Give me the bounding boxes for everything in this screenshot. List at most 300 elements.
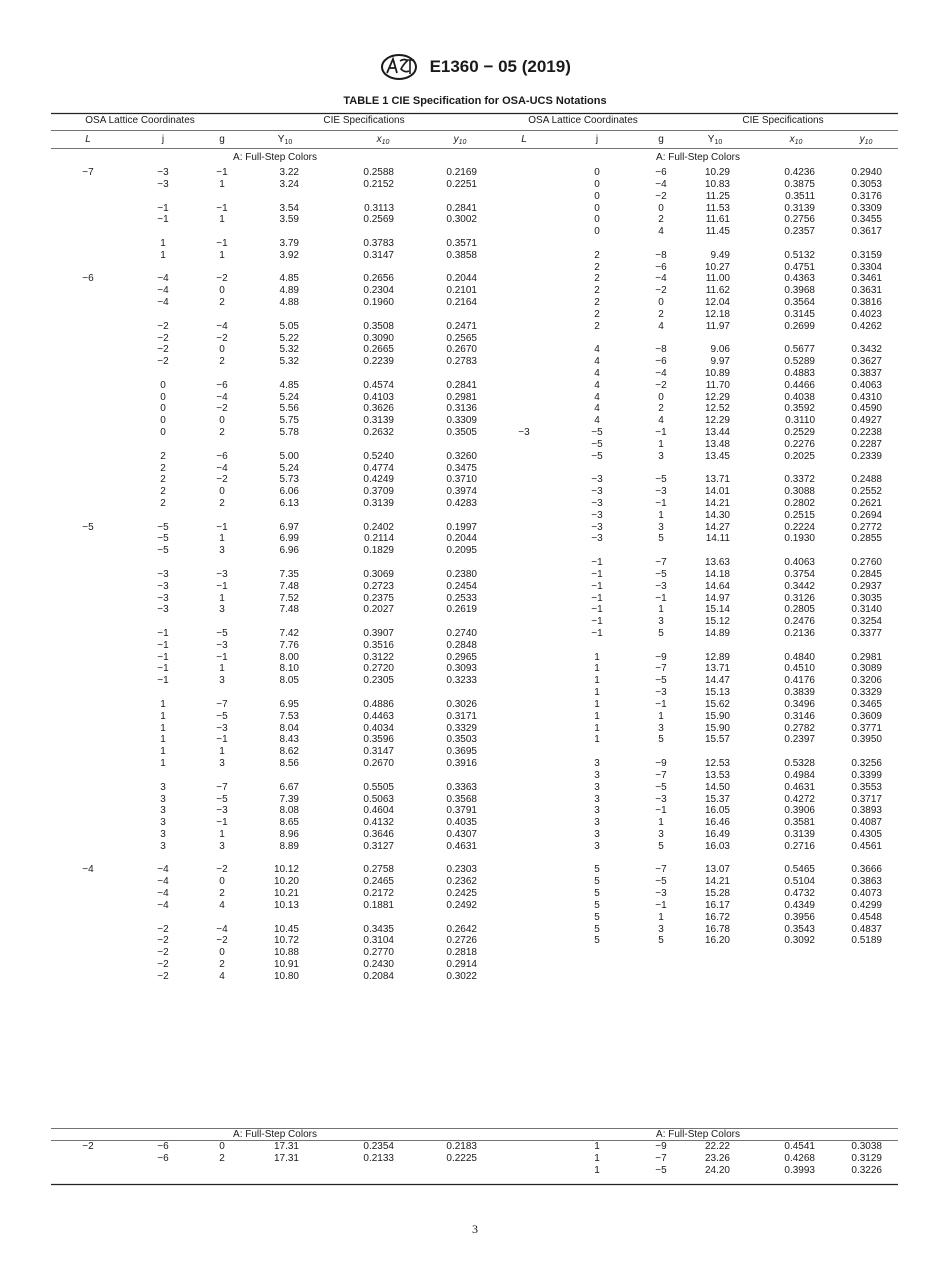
cell-left-x10: 0.3147 bbox=[363, 249, 394, 261]
cell-right-y10: 0.3159 bbox=[851, 249, 882, 261]
cell-left-x10: 0.2770 bbox=[363, 947, 394, 959]
cell-left-g: 4 bbox=[219, 899, 225, 911]
cell-right-x10: 0.4176 bbox=[784, 675, 815, 687]
cell-right-g: 1 bbox=[658, 710, 664, 722]
cell-right-Y10: 11.70 bbox=[705, 379, 730, 391]
cell-left-x10: 0.1829 bbox=[363, 545, 394, 557]
cell-right-y10: 0.3432 bbox=[851, 344, 882, 356]
cell-right-x10: 0.4631 bbox=[784, 781, 815, 793]
cell-left-Y10: 8.10 bbox=[279, 663, 299, 675]
col-header-Y-text: Y bbox=[277, 134, 285, 145]
cell-left-g: 2 bbox=[219, 427, 225, 438]
cell-left-Y10: 8.96 bbox=[279, 828, 299, 840]
cell-right-j: 0 bbox=[594, 202, 600, 214]
col-header-x10-left bbox=[377, 134, 390, 149]
cell-left-y10: 0.2380 bbox=[446, 568, 477, 580]
cell-right-y10: 0.4927 bbox=[851, 415, 882, 427]
cell-left-j: −3 bbox=[157, 580, 169, 592]
cell-left-y10: 0.2642 bbox=[446, 923, 477, 935]
cell-right-x10: 0.4984 bbox=[784, 769, 815, 781]
cell-left-y10: 0.3233 bbox=[446, 675, 477, 687]
cell-right-x10: 0.1930 bbox=[784, 533, 815, 545]
cell-left-j: −5 bbox=[157, 521, 169, 533]
cell-left-Y10: 6.99 bbox=[279, 533, 299, 545]
cell-right-y10: 0.4305 bbox=[851, 828, 882, 840]
cell-right-g: 1 bbox=[658, 911, 664, 923]
cell-left-j: −2 bbox=[157, 947, 169, 959]
col-header-y10-right bbox=[860, 134, 873, 149]
cell-right-x10: 0.4268 bbox=[784, 1152, 815, 1164]
cell-left-x10: 0.2172 bbox=[363, 888, 394, 899]
cell-left-g: −2 bbox=[216, 403, 228, 415]
cell-right-x10: 0.5132 bbox=[784, 249, 815, 261]
cell-left-j: −6 bbox=[157, 1141, 169, 1152]
cell-right-y10: 0.2855 bbox=[851, 533, 882, 545]
cell-right-j: 2 bbox=[594, 273, 600, 285]
cell-right-g: −5 bbox=[655, 876, 667, 888]
cell-right-y10: 0.3627 bbox=[851, 356, 882, 368]
cell-left-x10: 0.3508 bbox=[363, 320, 394, 332]
cell-right-Y10: 14.27 bbox=[704, 521, 730, 533]
cell-right-Y10: 13.63 bbox=[704, 557, 730, 569]
cell-left-g: 1 bbox=[219, 592, 225, 604]
cell-left-Y10: 5.32 bbox=[279, 344, 299, 356]
cell-right-g: −1 bbox=[655, 899, 667, 911]
cell-left-j: −4 bbox=[157, 876, 169, 888]
cell-left-g: −1 bbox=[216, 202, 228, 214]
cell-right-j: 5 bbox=[594, 888, 600, 899]
cell-left-x10: 0.2375 bbox=[363, 592, 394, 604]
cell-right-y10: 0.3609 bbox=[851, 710, 882, 722]
cell-right-j: −5 bbox=[591, 427, 603, 438]
subscript: 10 bbox=[714, 139, 723, 146]
cell-right-Y10: 9.97 bbox=[710, 356, 730, 368]
cell-left-Y10: 7.48 bbox=[279, 580, 299, 592]
col-header-Y10-right bbox=[708, 134, 722, 149]
cell-right-j: 2 bbox=[594, 249, 600, 261]
cell-left-j: −3 bbox=[157, 568, 169, 580]
cell-right-Y10: 9.49 bbox=[710, 249, 730, 261]
cell-left-j: 1 bbox=[160, 710, 166, 722]
cell-right-x10: 0.3511 bbox=[785, 190, 815, 202]
cell-left-Y10: 7.52 bbox=[279, 592, 299, 604]
cell-left-y10: 0.3791 bbox=[446, 805, 477, 817]
cell-right-j: 2 bbox=[594, 285, 600, 297]
cell-left-g: 2 bbox=[219, 356, 225, 368]
cell-left-y10: 0.3329 bbox=[446, 722, 477, 734]
cell-left-g: 2 bbox=[219, 297, 225, 308]
cell-left-x10: 0.2720 bbox=[363, 663, 394, 675]
cell-right-j: 5 bbox=[594, 864, 600, 876]
cell-right-Y10: 16.20 bbox=[704, 935, 730, 947]
cell-right-y10: 0.3553 bbox=[851, 781, 882, 793]
cell-left-j: 2 bbox=[160, 474, 166, 486]
cell-left-Y10: 6.95 bbox=[279, 698, 299, 710]
cell-left-g: −1 bbox=[216, 817, 228, 829]
cell-left-j: 2 bbox=[160, 498, 166, 509]
cell-left-Y10: 8.04 bbox=[279, 722, 299, 734]
cell-right-Y10: 16.49 bbox=[704, 828, 730, 840]
cell-right-Y10: 14.21 bbox=[704, 876, 730, 888]
cell-left-Y10: 5.22 bbox=[279, 332, 299, 344]
cell-right-j: −1 bbox=[591, 557, 603, 569]
cell-left-j: −4 bbox=[157, 888, 169, 899]
cell-right-x10: 0.2529 bbox=[784, 427, 815, 438]
cell-left-Y10: 17.31 bbox=[273, 1141, 299, 1152]
cell-left-Y10: 4.88 bbox=[279, 297, 299, 308]
cell-left-g: 1 bbox=[219, 178, 225, 190]
cell-left-y10: 0.3136 bbox=[446, 403, 477, 415]
cell-right-j: 1 bbox=[594, 722, 600, 734]
cell-right-x10: 0.3146 bbox=[784, 710, 815, 722]
cell-left-y10: 0.2454 bbox=[446, 580, 477, 592]
cell-right-x10: 0.5104 bbox=[784, 876, 815, 888]
cell-left-j: −4 bbox=[157, 273, 169, 285]
cell-right-j: −1 bbox=[591, 592, 603, 604]
cell-left-y10: 0.3022 bbox=[446, 970, 477, 982]
cell-left-g: −6 bbox=[216, 379, 228, 391]
cell-right-g: 4 bbox=[658, 415, 664, 427]
cell-left-g: 3 bbox=[219, 545, 225, 557]
cell-left-j: −6 bbox=[157, 1152, 169, 1164]
cell-left-x10: 0.2723 bbox=[363, 580, 394, 592]
cell-left-Y10: 3.54 bbox=[279, 202, 299, 214]
cell-left-Y10: 4.85 bbox=[279, 379, 299, 391]
cell-right-y10: 0.2694 bbox=[851, 509, 882, 521]
col-header-L-left: L bbox=[85, 134, 91, 145]
cell-right-j: 4 bbox=[594, 391, 600, 403]
cell-left-L: −7 bbox=[82, 167, 94, 178]
cell-left-y10: 0.2169 bbox=[446, 167, 477, 178]
subscript: 10 bbox=[458, 139, 467, 146]
cell-right-g: −7 bbox=[655, 557, 667, 569]
cell-right-x10: 0.2397 bbox=[784, 734, 815, 746]
cell-right-Y10: 14.01 bbox=[704, 486, 730, 498]
cell-right-j: 1 bbox=[594, 1152, 600, 1164]
cell-left-Y10: 7.35 bbox=[279, 568, 299, 580]
cell-left-x10: 0.2133 bbox=[363, 1152, 394, 1164]
cell-right-Y10: 10.83 bbox=[704, 178, 730, 190]
cell-right-x10: 0.3126 bbox=[784, 592, 815, 604]
cell-left-j: 0 bbox=[160, 427, 166, 438]
cell-left-y10: 0.2492 bbox=[446, 899, 477, 911]
cell-left-x10: 0.5505 bbox=[363, 781, 394, 793]
cell-left-y10: 0.2251 bbox=[446, 178, 477, 190]
cell-right-g: −9 bbox=[655, 758, 667, 769]
subscript: 10 bbox=[284, 139, 293, 146]
cell-left-g: 3 bbox=[219, 604, 225, 616]
cell-left-j: 0 bbox=[160, 403, 166, 415]
cell-right-x10: 0.5677 bbox=[784, 344, 815, 356]
cell-right-Y10: 13.45 bbox=[704, 450, 730, 462]
cell-right-x10: 0.4063 bbox=[784, 557, 815, 569]
cell-right-g: −4 bbox=[655, 273, 667, 285]
col-header-L-right: L bbox=[521, 134, 527, 145]
cell-right-Y10: 24.20 bbox=[704, 1164, 730, 1176]
cell-right-j: −3 bbox=[591, 486, 603, 498]
cell-left-Y10: 5.73 bbox=[279, 474, 299, 486]
cell-left-x10: 0.4132 bbox=[363, 817, 394, 829]
cell-right-x10: 0.3875 bbox=[784, 178, 815, 190]
cell-left-j: −4 bbox=[157, 899, 169, 911]
cell-right-y10: 0.3837 bbox=[851, 367, 882, 379]
cell-left-Y10: 6.96 bbox=[279, 545, 299, 557]
cell-right-g: −1 bbox=[655, 698, 667, 710]
cell-left-y10: 0.1997 bbox=[446, 521, 477, 533]
cell-right-j: 2 bbox=[594, 297, 600, 308]
cell-left-Y10: 6.13 bbox=[279, 498, 299, 509]
cell-right-g: 4 bbox=[658, 226, 664, 238]
col-header-j-right: j bbox=[595, 134, 599, 145]
cell-right-Y10: 13.48 bbox=[704, 438, 730, 450]
cell-right-Y10: 15.62 bbox=[704, 698, 730, 710]
cell-right-g: −3 bbox=[655, 888, 667, 899]
cell-left-x10: 0.4774 bbox=[363, 462, 394, 474]
cell-right-y10: 0.2845 bbox=[851, 568, 882, 580]
cell-left-j: 3 bbox=[160, 805, 166, 817]
cell-right-y10: 0.2937 bbox=[851, 580, 882, 592]
group-header-cie-right: CIE Specifications bbox=[742, 115, 824, 126]
cell-right-x10: 0.3592 bbox=[784, 403, 815, 415]
cell-left-j: 1 bbox=[160, 734, 166, 746]
cell-right-j: −5 bbox=[591, 450, 603, 462]
cell-right-Y10: 14.89 bbox=[704, 628, 730, 639]
cell-left-j: 3 bbox=[160, 840, 166, 852]
cell-left-g: 2 bbox=[219, 498, 225, 509]
cell-left-y10: 0.3171 bbox=[446, 710, 477, 722]
group-header-osa-left: OSA Lattice Coordinates bbox=[85, 115, 195, 126]
cell-left-Y10: 10.21 bbox=[273, 888, 299, 899]
cell-left-y10: 0.2471 bbox=[446, 320, 477, 332]
cell-right-x10: 0.3139 bbox=[784, 202, 815, 214]
cell-left-x10: 0.3709 bbox=[363, 486, 394, 498]
cell-left-Y10: 8.05 bbox=[279, 675, 299, 687]
col-header-y-text: y bbox=[453, 134, 459, 145]
cell-right-Y10: 11.97 bbox=[705, 320, 730, 332]
cell-left-L: −5 bbox=[82, 521, 94, 533]
page-number: 3 bbox=[472, 1222, 478, 1236]
cell-right-g: 5 bbox=[658, 935, 664, 947]
cell-right-Y10: 10.89 bbox=[704, 367, 730, 379]
cell-right-x10: 0.4272 bbox=[784, 793, 815, 805]
cell-right-x10: 0.2136 bbox=[784, 628, 815, 639]
cell-right-x10: 0.3110 bbox=[785, 415, 815, 427]
cell-left-j: −1 bbox=[157, 628, 169, 639]
cell-right-g: 2 bbox=[658, 403, 664, 415]
col-header-Y10-left bbox=[278, 134, 292, 149]
cell-left-g: −1 bbox=[216, 521, 228, 533]
cell-right-g: −7 bbox=[655, 864, 667, 876]
cell-left-j: −1 bbox=[157, 663, 169, 675]
cell-right-Y10: 11.53 bbox=[705, 202, 730, 214]
cell-left-g: 1 bbox=[219, 663, 225, 675]
cell-right-y10: 0.3399 bbox=[851, 769, 882, 781]
cell-right-g: 5 bbox=[658, 734, 664, 746]
cell-right-y10: 0.4310 bbox=[851, 391, 882, 403]
cell-left-g: −1 bbox=[216, 167, 228, 178]
cell-right-j: 1 bbox=[594, 1141, 600, 1152]
cell-left-j: −3 bbox=[157, 167, 169, 178]
cell-right-x10: 0.4840 bbox=[784, 651, 815, 663]
cell-right-j: 4 bbox=[594, 344, 600, 356]
cell-left-j: −1 bbox=[157, 214, 169, 226]
cell-left-Y10: 7.53 bbox=[279, 710, 299, 722]
cell-right-y10: 0.3053 bbox=[851, 178, 882, 190]
cell-left-g: 4 bbox=[219, 970, 225, 982]
cell-left-x10: 0.2632 bbox=[363, 427, 394, 438]
cell-right-x10: 0.3993 bbox=[784, 1164, 815, 1176]
cell-right-y10: 0.3226 bbox=[851, 1164, 882, 1176]
cell-left-g: 0 bbox=[219, 486, 225, 498]
cell-left-j: −2 bbox=[157, 332, 169, 344]
cell-left-g: 0 bbox=[219, 947, 225, 959]
cell-right-x10: 0.3581 bbox=[784, 817, 815, 829]
cell-right-j: 1 bbox=[594, 687, 600, 699]
cell-right-y10: 0.3176 bbox=[851, 190, 882, 202]
cell-right-j: 4 bbox=[594, 356, 600, 368]
cell-left-x10: 0.3090 bbox=[363, 332, 394, 344]
col-header-x-text: x bbox=[376, 134, 382, 145]
cell-right-j: 3 bbox=[594, 828, 600, 840]
cell-left-x10: 0.2430 bbox=[363, 958, 394, 970]
cell-left-y10: 0.3505 bbox=[446, 427, 477, 438]
cell-left-j: 1 bbox=[160, 722, 166, 734]
cell-right-Y10: 13.71 bbox=[704, 474, 730, 486]
cell-right-Y10: 14.11 bbox=[705, 533, 730, 545]
cell-left-Y10: 5.78 bbox=[279, 427, 299, 438]
cell-left-g: 2 bbox=[219, 888, 225, 899]
cell-left-y10: 0.2225 bbox=[446, 1152, 477, 1164]
cell-right-x10: 0.3372 bbox=[784, 474, 815, 486]
subscript: 10 bbox=[794, 139, 803, 146]
cell-right-g: −4 bbox=[655, 178, 667, 190]
cell-left-x10: 0.2239 bbox=[363, 356, 394, 368]
page-header bbox=[0, 53, 950, 81]
cell-left-y10: 0.2183 bbox=[446, 1141, 477, 1152]
cell-right-y10: 0.3631 bbox=[851, 285, 882, 297]
col-header-g-right: g bbox=[658, 134, 664, 145]
cell-right-Y10: 12.18 bbox=[704, 308, 730, 320]
cell-left-Y10: 6.67 bbox=[279, 781, 299, 793]
section-label-left: A: Full-Step Colors bbox=[233, 152, 317, 163]
cell-right-j: 3 bbox=[594, 758, 600, 769]
cell-left-x10: 0.3435 bbox=[363, 923, 394, 935]
cell-right-x10: 0.4038 bbox=[784, 391, 815, 403]
cell-left-x10: 0.4574 bbox=[363, 379, 394, 391]
cell-right-j: 2 bbox=[594, 308, 600, 320]
cell-right-y10: 0.3717 bbox=[851, 793, 882, 805]
cell-left-y10: 0.2726 bbox=[446, 935, 477, 947]
cell-right-Y10: 14.21 bbox=[704, 498, 730, 509]
cell-right-x10: 0.5465 bbox=[784, 864, 815, 876]
cell-right-x10: 0.2805 bbox=[784, 604, 815, 616]
cell-left-y10: 0.2841 bbox=[446, 202, 477, 214]
cell-left-g: −4 bbox=[216, 391, 228, 403]
cell-right-Y10: 13.71 bbox=[704, 663, 730, 675]
cell-left-x10: 0.3104 bbox=[363, 935, 394, 947]
cell-left-g: 1 bbox=[219, 746, 225, 758]
cell-left-g: −6 bbox=[216, 450, 228, 462]
cell-left-j: −2 bbox=[157, 958, 169, 970]
cell-right-Y10: 16.78 bbox=[704, 923, 730, 935]
cell-right-g: −8 bbox=[655, 344, 667, 356]
cell-left-Y10: 3.59 bbox=[279, 214, 299, 226]
cell-left-y10: 0.2095 bbox=[446, 545, 477, 557]
section-label-right: A: Full-Step Colors bbox=[656, 152, 740, 163]
cell-right-y10: 0.2488 bbox=[851, 474, 882, 486]
cell-left-Y10: 10.72 bbox=[273, 935, 299, 947]
cell-right-y10: 0.3254 bbox=[851, 616, 882, 628]
cell-right-y10: 0.3035 bbox=[851, 592, 882, 604]
cell-left-x10: 0.2402 bbox=[363, 521, 394, 533]
cell-right-g: −1 bbox=[655, 498, 667, 509]
cell-right-j: 1 bbox=[594, 675, 600, 687]
cell-right-x10: 0.3968 bbox=[784, 285, 815, 297]
cell-right-Y10: 12.29 bbox=[704, 415, 730, 427]
cell-right-j: 0 bbox=[594, 226, 600, 238]
cell-right-Y10: 14.64 bbox=[704, 580, 730, 592]
cell-left-x10: 0.2656 bbox=[363, 273, 394, 285]
cell-left-x10: 0.2027 bbox=[363, 604, 394, 616]
cell-right-j: 3 bbox=[594, 769, 600, 781]
cell-right-Y10: 12.52 bbox=[704, 403, 730, 415]
cell-left-Y10: 5.75 bbox=[279, 415, 299, 427]
cell-right-j: 1 bbox=[594, 1164, 600, 1176]
cell-right-j: −1 bbox=[591, 604, 603, 616]
cell-right-g: −6 bbox=[655, 261, 667, 273]
cell-right-y10: 0.4063 bbox=[851, 379, 882, 391]
cell-left-x10: 0.4604 bbox=[363, 805, 394, 817]
cell-right-y10: 0.4548 bbox=[851, 911, 882, 923]
cell-left-j: −3 bbox=[157, 604, 169, 616]
cell-left-Y10: 3.79 bbox=[279, 237, 299, 249]
cell-right-g: −2 bbox=[655, 285, 667, 297]
cell-left-g: 2 bbox=[219, 1152, 225, 1164]
document-id: E1360 − 05 (2019) bbox=[429, 57, 571, 76]
cell-left-y10: 0.3858 bbox=[446, 249, 477, 261]
cell-left-j: 2 bbox=[160, 486, 166, 498]
cell-left-y10: 0.3571 bbox=[446, 237, 477, 249]
col-header-Y-text: Y bbox=[707, 134, 715, 145]
cell-left-x10: 0.3596 bbox=[363, 734, 394, 746]
cell-right-y10: 0.3893 bbox=[851, 805, 882, 817]
cell-left-j: −5 bbox=[157, 533, 169, 545]
cell-left-g: −3 bbox=[216, 805, 228, 817]
cell-left-j: −4 bbox=[157, 864, 169, 876]
cell-right-g: −5 bbox=[655, 474, 667, 486]
cell-right-g: −1 bbox=[655, 427, 667, 438]
cell-left-y10: 0.3093 bbox=[446, 663, 477, 675]
cell-right-y10: 0.3771 bbox=[851, 722, 882, 734]
cell-left-y10: 0.2841 bbox=[446, 379, 477, 391]
cell-right-x10: 0.4732 bbox=[784, 888, 815, 899]
cell-right-Y10: 16.03 bbox=[704, 840, 730, 852]
cell-right-y10: 0.3863 bbox=[851, 876, 882, 888]
cell-right-g: 2 bbox=[658, 214, 664, 226]
cell-left-y10: 0.3916 bbox=[446, 758, 477, 769]
cell-right-y10: 0.4073 bbox=[851, 888, 882, 899]
cell-right-y10: 0.2552 bbox=[851, 486, 882, 498]
cell-left-j: −1 bbox=[157, 675, 169, 687]
cell-right-y10: 0.3140 bbox=[851, 604, 882, 616]
cell-left-Y10: 8.56 bbox=[279, 758, 299, 769]
cell-right-y10: 0.4837 bbox=[851, 923, 882, 935]
cell-left-y10: 0.3363 bbox=[446, 781, 477, 793]
cell-left-y10: 0.3309 bbox=[446, 415, 477, 427]
cell-right-g: 1 bbox=[658, 438, 664, 450]
cell-right-j: 4 bbox=[594, 415, 600, 427]
cell-left-y10: 0.2533 bbox=[446, 592, 477, 604]
